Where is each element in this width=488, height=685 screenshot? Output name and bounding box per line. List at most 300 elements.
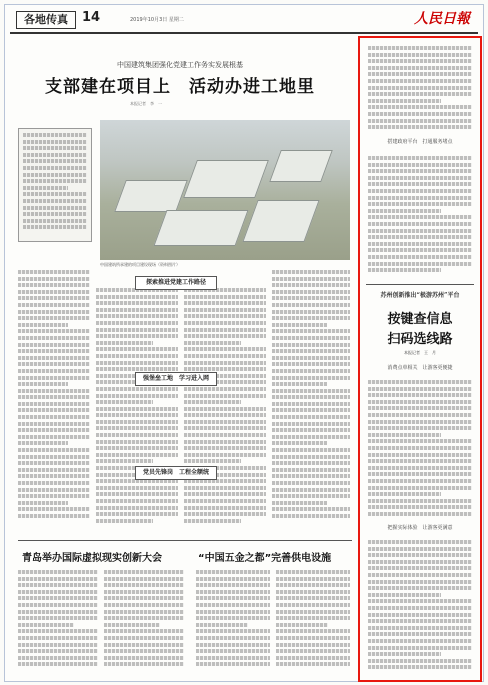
text-line — [104, 649, 184, 653]
text-line — [18, 461, 90, 465]
text-line — [18, 283, 90, 287]
text-line — [96, 334, 178, 338]
text-line — [96, 394, 178, 398]
text-line — [368, 632, 472, 636]
section-heading: 探索推进党建工作路径 — [135, 276, 217, 290]
text-line — [272, 448, 350, 452]
text-line — [272, 343, 350, 347]
text-line — [368, 486, 472, 490]
text-line — [368, 182, 472, 186]
text-line — [23, 153, 87, 157]
text-line — [18, 649, 98, 653]
text-line — [276, 623, 328, 627]
text-line — [18, 422, 90, 426]
text-line — [272, 349, 350, 353]
text-line — [18, 570, 98, 574]
text-line — [276, 643, 350, 647]
text-line — [184, 347, 266, 351]
text-line — [368, 540, 472, 544]
text-line — [184, 446, 266, 450]
text-line — [368, 466, 472, 470]
photo-building — [153, 210, 248, 246]
text-line — [18, 270, 90, 274]
text-line — [272, 303, 350, 307]
text-line — [368, 573, 472, 577]
text-line — [96, 301, 178, 305]
text-column — [18, 570, 98, 670]
text-line — [272, 481, 350, 485]
text-line — [196, 577, 270, 581]
text-line — [368, 646, 472, 650]
text-line — [184, 354, 266, 358]
text-line — [96, 433, 178, 437]
text-line — [184, 433, 266, 437]
text-line — [18, 362, 90, 366]
page-header — [10, 8, 478, 34]
text-line — [104, 577, 184, 581]
text-line — [184, 440, 266, 444]
text-line — [96, 519, 153, 523]
text-line — [368, 86, 472, 90]
text-line — [368, 505, 472, 509]
newspaper-logo: 人民日報 — [414, 11, 470, 27]
text-line — [368, 439, 472, 443]
text-line — [18, 382, 68, 386]
text-line — [272, 461, 350, 465]
text-line — [368, 222, 472, 226]
article-headline-line1: 按键查信息 — [387, 312, 453, 327]
text-line — [368, 215, 472, 219]
text-line — [272, 395, 350, 399]
text-line — [368, 189, 472, 193]
text-line — [368, 512, 472, 516]
text-line — [368, 619, 472, 623]
text-line — [184, 499, 266, 503]
text-line — [184, 295, 266, 299]
text-line — [272, 507, 350, 511]
text-column — [272, 270, 350, 535]
text-line — [368, 156, 472, 160]
text-line — [18, 402, 90, 406]
text-line — [96, 506, 178, 510]
text-line — [96, 459, 153, 463]
text-line — [272, 310, 350, 314]
text-line — [196, 662, 270, 666]
text-line — [368, 400, 472, 404]
text-line — [96, 308, 178, 312]
bottom-right-headline: “中国五金之都”完善供电设施 — [198, 553, 332, 564]
text-line — [104, 616, 184, 620]
text-line — [96, 295, 178, 299]
text-line — [184, 519, 241, 523]
text-line — [184, 413, 266, 417]
text-line — [23, 173, 87, 177]
text-line — [272, 290, 350, 294]
text-line — [196, 603, 270, 607]
text-line — [18, 643, 98, 647]
text-line — [23, 206, 87, 210]
text-line — [276, 596, 350, 600]
text-line — [368, 433, 441, 437]
text-line — [368, 479, 472, 483]
page-number: 14 — [82, 10, 101, 25]
text-line — [272, 323, 327, 327]
text-line — [96, 486, 178, 490]
text-line — [368, 459, 472, 463]
text-line — [368, 119, 472, 123]
text-line — [18, 514, 90, 518]
highlighted-article — [358, 36, 482, 682]
intro-text — [23, 133, 87, 237]
text-column — [368, 156, 472, 280]
text-line — [368, 268, 441, 272]
text-line — [18, 623, 74, 627]
text-line — [18, 415, 90, 419]
text-column — [368, 540, 472, 674]
text-line — [184, 453, 266, 457]
photo-building — [183, 160, 269, 198]
text-line — [276, 656, 350, 660]
text-line — [272, 382, 327, 386]
text-line — [196, 616, 270, 620]
text-line — [184, 486, 266, 490]
text-line — [276, 583, 350, 587]
text-line — [23, 199, 87, 203]
text-line — [184, 394, 266, 398]
text-line — [196, 649, 270, 653]
text-line — [368, 453, 472, 457]
text-line — [272, 283, 350, 287]
text-line — [18, 577, 98, 581]
text-line — [368, 59, 472, 63]
text-line — [368, 393, 472, 397]
text-line — [18, 310, 90, 314]
text-line — [96, 446, 178, 450]
text-line — [23, 166, 87, 170]
text-line — [196, 656, 270, 660]
text-line — [272, 270, 350, 274]
photo-building — [269, 150, 333, 182]
text-line — [368, 112, 472, 116]
text-line — [272, 494, 350, 498]
text-line — [184, 400, 241, 404]
text-line — [18, 389, 90, 393]
text-line — [368, 255, 472, 259]
text-line — [368, 553, 472, 557]
subheading: 把握实际体验 让游客更满意 — [387, 525, 453, 531]
text-line — [184, 426, 266, 430]
text-line — [18, 296, 90, 300]
text-line — [368, 387, 472, 391]
text-line — [368, 235, 472, 239]
text-line — [272, 435, 350, 439]
text-line — [276, 662, 350, 666]
text-line — [96, 347, 178, 351]
text-line — [196, 583, 270, 587]
text-line — [368, 163, 472, 167]
text-line — [23, 192, 87, 196]
text-line — [18, 448, 90, 452]
text-line — [18, 583, 98, 587]
text-line — [196, 570, 270, 574]
text-line — [184, 407, 266, 411]
text-line — [18, 441, 68, 445]
text-line — [18, 290, 90, 294]
text-line — [368, 593, 441, 597]
text-line — [18, 616, 98, 620]
text-line — [104, 610, 184, 614]
text-line — [184, 321, 266, 325]
text-column — [368, 46, 472, 134]
text-line — [368, 202, 472, 206]
text-line — [18, 303, 90, 307]
text-line — [96, 453, 178, 457]
text-column — [96, 288, 178, 536]
text-line — [368, 626, 472, 630]
text-line — [184, 387, 266, 391]
text-line — [104, 636, 184, 640]
text-line — [272, 356, 350, 360]
text-line — [96, 413, 178, 417]
text-line — [368, 53, 472, 57]
text-line — [96, 367, 178, 371]
text-line — [272, 441, 327, 445]
text-line — [368, 242, 472, 246]
text-line — [104, 656, 184, 660]
text-line — [96, 440, 178, 444]
text-line — [96, 314, 178, 318]
text-line — [368, 105, 472, 109]
text-line — [96, 354, 178, 358]
text-line — [18, 323, 68, 327]
text-line — [18, 494, 90, 498]
text-line — [23, 140, 87, 144]
text-line — [104, 623, 160, 627]
text-line — [272, 336, 350, 340]
text-line — [276, 649, 350, 653]
text-line — [368, 413, 472, 417]
text-line — [368, 580, 472, 584]
text-line — [18, 376, 90, 380]
text-line — [276, 616, 350, 620]
article-kicker: 苏州创新推出“极游苏州”平台 — [380, 292, 460, 299]
text-line — [18, 468, 90, 472]
text-line — [196, 636, 270, 640]
text-line — [368, 446, 472, 450]
text-line — [184, 341, 241, 345]
text-line — [18, 596, 98, 600]
text-line — [272, 408, 350, 412]
text-line — [272, 402, 350, 406]
text-line — [272, 389, 350, 393]
photo-building — [114, 180, 188, 212]
text-line — [96, 426, 178, 430]
text-line — [96, 420, 178, 424]
text-line — [272, 422, 350, 426]
text-line — [368, 420, 472, 424]
text-line — [18, 507, 90, 511]
text-line — [184, 512, 266, 516]
text-line — [276, 577, 350, 581]
text-line — [272, 376, 350, 380]
text-line — [368, 79, 472, 83]
text-line — [368, 229, 472, 233]
text-line — [18, 455, 90, 459]
section-heading: 强堡垒工地 学习进入网 — [135, 372, 217, 386]
text-column — [104, 570, 184, 670]
main-byline: 本报记者 李 一 — [130, 101, 162, 106]
subheading: 消费点单相关 让游客更便捷 — [387, 365, 453, 371]
text-line — [276, 590, 350, 594]
text-line — [104, 570, 184, 574]
text-line — [104, 596, 184, 600]
section-title: 各地传真 — [16, 11, 76, 29]
text-line — [104, 643, 184, 647]
intro-box — [18, 128, 92, 242]
text-line — [96, 499, 178, 503]
bottom-left-headline: 青岛举办国际虚拟现实创新大会 — [22, 553, 162, 564]
subheading: 搭建政府平台 打通服务堵点 — [387, 139, 453, 145]
text-line — [368, 547, 472, 551]
text-line — [276, 636, 350, 640]
text-line — [272, 277, 350, 281]
text-line — [104, 603, 184, 607]
text-line — [184, 420, 266, 424]
text-line — [196, 596, 270, 600]
text-line — [18, 610, 98, 614]
text-line — [368, 262, 472, 266]
text-line — [272, 488, 350, 492]
text-line — [96, 387, 178, 391]
text-line — [23, 133, 87, 137]
text-line — [96, 361, 178, 365]
text-line — [368, 639, 472, 643]
text-line — [18, 356, 90, 360]
text-line — [272, 296, 350, 300]
text-line — [196, 590, 270, 594]
text-line — [23, 146, 87, 150]
text-line — [18, 369, 90, 373]
text-line — [18, 435, 90, 439]
text-line — [368, 46, 472, 50]
text-line — [368, 560, 472, 564]
text-line — [368, 426, 472, 430]
text-line — [23, 186, 68, 190]
text-line — [18, 488, 90, 492]
text-line — [368, 606, 472, 610]
text-line — [272, 329, 350, 333]
text-line — [96, 400, 153, 404]
text-line — [368, 125, 472, 129]
text-line — [18, 474, 90, 478]
text-line — [18, 481, 90, 485]
text-line — [368, 586, 472, 590]
text-line — [368, 665, 472, 669]
text-line — [368, 99, 441, 103]
text-line — [96, 341, 153, 345]
text-line — [368, 176, 472, 180]
text-line — [96, 328, 178, 332]
text-line — [368, 196, 472, 200]
text-line — [368, 92, 472, 96]
text-column — [276, 570, 350, 670]
text-line — [18, 316, 90, 320]
text-column — [18, 270, 90, 535]
article-byline: 本报记者 王 月 — [404, 350, 436, 355]
text-line — [18, 343, 90, 347]
text-line — [18, 336, 90, 340]
text-line — [368, 380, 472, 384]
text-line — [368, 499, 472, 503]
text-line — [104, 662, 184, 666]
text-line — [96, 407, 178, 411]
text-line — [184, 506, 266, 510]
text-line — [23, 225, 87, 229]
construction-photo — [100, 120, 350, 260]
text-line — [96, 512, 178, 516]
text-line — [184, 328, 266, 332]
text-line — [18, 603, 98, 607]
text-line — [184, 334, 266, 338]
main-headline: 支部建在项目上 活动办进工地里 — [45, 77, 315, 97]
text-line — [18, 590, 98, 594]
text-line — [184, 314, 266, 318]
text-line — [272, 428, 350, 432]
text-line — [184, 361, 266, 365]
photo-caption: 中国建筑所承建的项目建设现场（资料图片） — [100, 262, 180, 267]
text-line — [368, 652, 441, 656]
section-heading: 党员先锋岗 工程全额统 — [135, 466, 217, 480]
text-line — [96, 492, 178, 496]
text-line — [368, 472, 472, 476]
text-line — [18, 349, 90, 353]
text-line — [272, 369, 350, 373]
text-column — [368, 380, 472, 520]
text-line — [196, 623, 248, 627]
text-line — [23, 179, 87, 183]
main-kicker: 中国建筑集团强化党建工作务实发展根基 — [117, 61, 243, 69]
text-line — [272, 474, 350, 478]
text-line — [368, 72, 472, 76]
text-line — [104, 629, 184, 633]
text-line — [104, 590, 184, 594]
text-line — [368, 613, 472, 617]
text-line — [18, 656, 98, 660]
divider — [366, 284, 474, 285]
text-line — [18, 501, 68, 505]
text-line — [196, 643, 270, 647]
text-column — [184, 288, 266, 536]
text-line — [18, 629, 98, 633]
text-line — [184, 367, 266, 371]
text-line — [18, 428, 90, 432]
text-line — [18, 636, 98, 640]
text-line — [184, 492, 266, 496]
text-line — [104, 583, 184, 587]
text-line — [23, 159, 87, 163]
text-line — [18, 329, 90, 333]
text-line — [272, 514, 350, 518]
text-line — [276, 610, 350, 614]
text-line — [272, 316, 350, 320]
text-line — [368, 492, 441, 496]
text-line — [368, 169, 472, 173]
text-line — [184, 301, 266, 305]
text-line — [272, 455, 350, 459]
text-line — [276, 603, 350, 607]
text-line — [18, 277, 90, 281]
text-line — [96, 321, 178, 325]
